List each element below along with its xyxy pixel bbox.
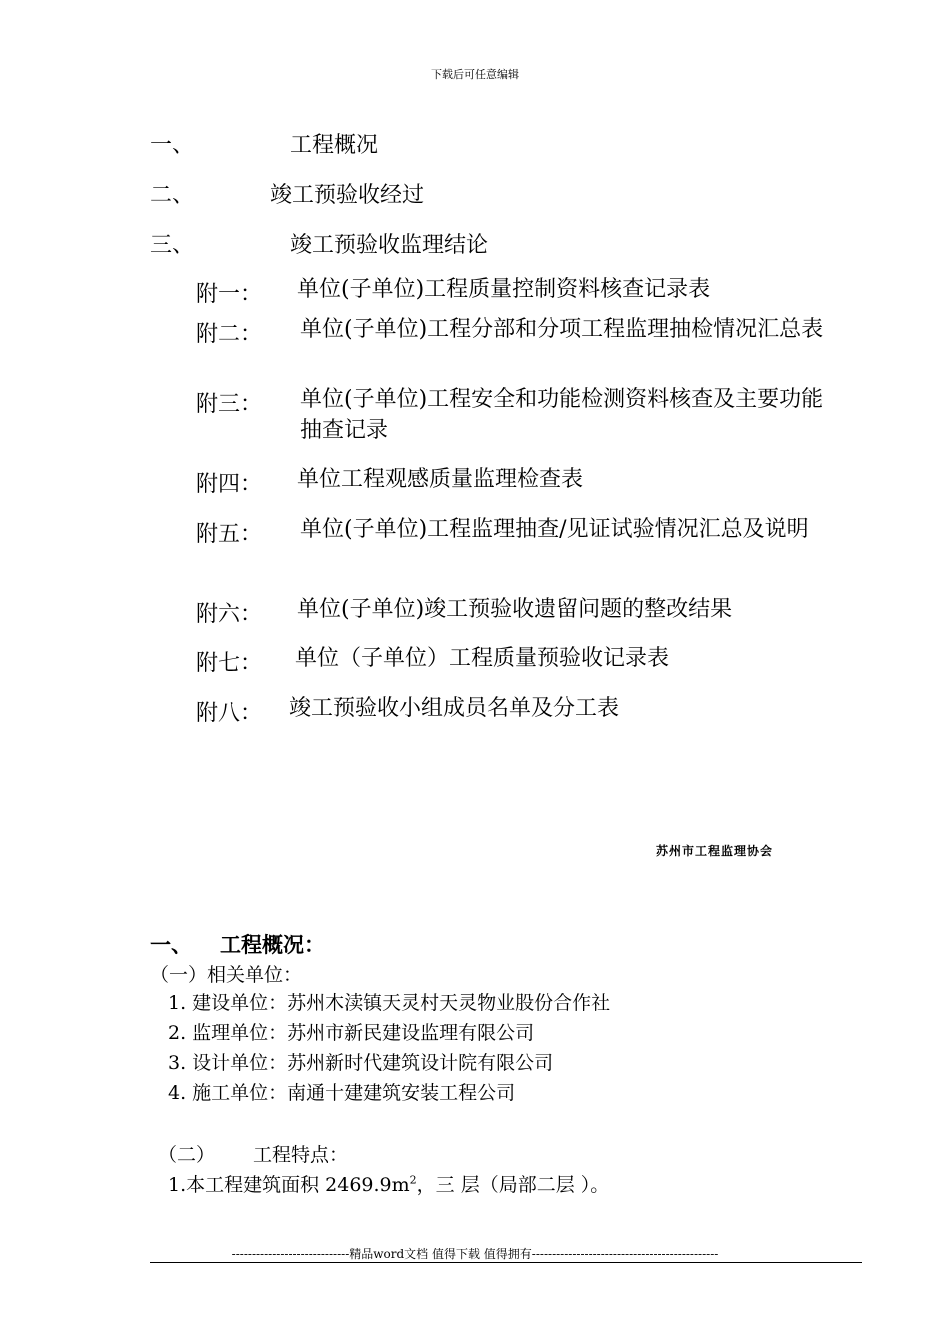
unit-line-3: 3. 设计单位：苏州新时代建筑设计院有限公司: [168, 1052, 554, 1074]
toc-num-1: 一、: [150, 133, 195, 158]
page-header: 下载后可任意编辑: [431, 68, 519, 81]
unit-line-1: 1. 建设单位：苏州木渎镇天灵村天灵物业股份合作社: [168, 992, 611, 1014]
unit-line-2: 2. 监理单位：苏州市新民建设监理有限公司: [168, 1022, 535, 1044]
organization-name: 苏州市工程监理协会: [656, 844, 774, 858]
toc-num-3: 三、: [150, 233, 195, 258]
features-heading: 工程特点：: [253, 1144, 349, 1166]
appendix-title-4: 单位工程观感质量监理检查表: [297, 467, 584, 492]
related-units-heading: （一）相关单位：: [150, 964, 303, 986]
footer-rule: [150, 1262, 862, 1263]
section-heading-num: 一、: [150, 932, 192, 957]
appendix-label-8: 附八：: [196, 701, 263, 726]
appendix-label-1: 附一：: [196, 282, 263, 307]
appendix-title-8: 竣工预验收小组成员名单及分工表: [289, 696, 620, 721]
feature-line-1-suffix: ，三 层（局部二层 ）。: [416, 1174, 610, 1196]
feature-line-1-prefix: 1.本工程建筑面积 2469.9m: [168, 1174, 410, 1196]
toc-title-3: 竣工预验收监理结论: [290, 233, 489, 258]
appendix-title-2: 单位(子单位)工程分部和分项工程监理抽检情况汇总表: [300, 317, 824, 342]
appendix-title-1: 单位(子单位)工程质量控制资料核查记录表: [297, 277, 711, 302]
appendix-label-7: 附七：: [196, 651, 263, 676]
appendix-title-5: 单位(子单位)工程监理抽查/见证试验情况汇总及说明: [300, 517, 809, 542]
appendix-label-5: 附五：: [196, 522, 263, 547]
appendix-label-2: 附二：: [196, 322, 263, 347]
appendix-title-7: 单位（子单位）工程质量预验收记录表: [295, 646, 670, 671]
appendix-label-3: 附三：: [196, 392, 263, 417]
features-num: （二）: [158, 1144, 216, 1166]
footer-text: -----------------------------精品word文档 值得下载 值得拥有----------------------------------------------: [231, 1247, 719, 1261]
feature-line-1-sup: 2: [409, 1173, 417, 1187]
toc-title-1: 工程概况: [290, 133, 379, 158]
unit-line-4: 4. 施工单位：南通十建建筑安装工程公司: [168, 1082, 516, 1104]
appendix-label-4: 附四：: [196, 472, 263, 497]
appendix-title-6: 单位(子单位)竣工预验收遗留问题的整改结果: [297, 597, 733, 622]
appendix-label-6: 附六：: [196, 602, 263, 627]
appendix-title-3: 单位(子单位)工程安全和功能检测资料核查及主要功能抽查记录: [300, 387, 824, 443]
feature-line-1: [168, 1170, 609, 1197]
section-heading: [150, 929, 325, 959]
toc-num-2: 二、: [150, 183, 195, 208]
toc-title-2: 竣工预验收经过: [270, 183, 425, 208]
section-heading-title: 工程概况：: [220, 932, 325, 957]
